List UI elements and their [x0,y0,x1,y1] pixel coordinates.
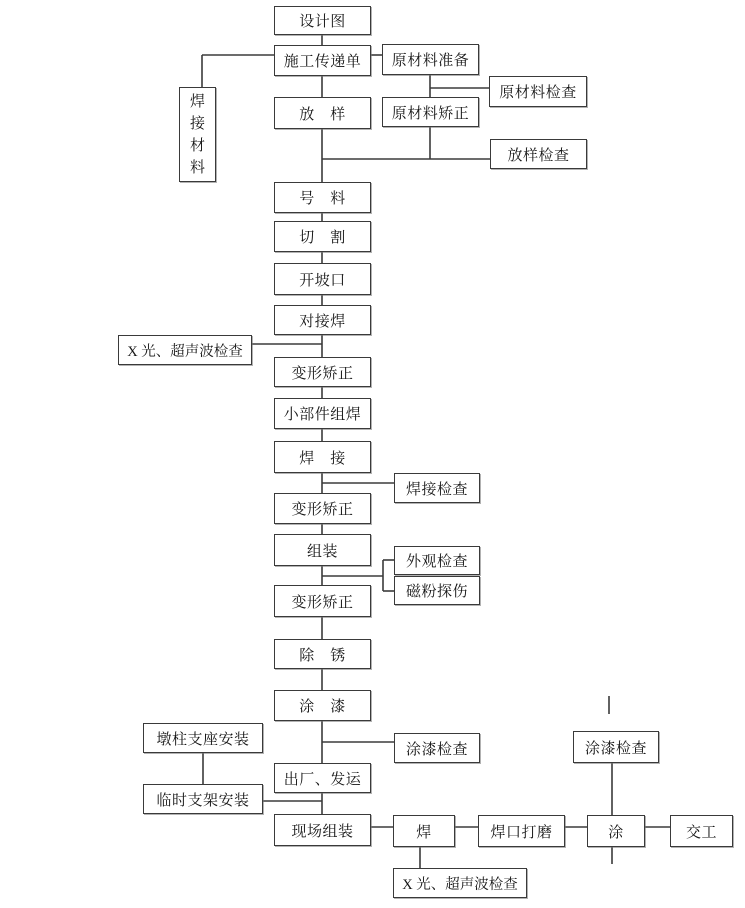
node-paint-inspection-1: 涂漆检查 [394,733,480,763]
node-xray-ultrasonic-inspection-2: X 光、超声波检查 [393,868,527,898]
node-construction-transfer-sheet: 施工传递单 [274,45,371,76]
node-beveling: 开坡口 [274,263,371,295]
node-painting: 涂 漆 [274,690,371,721]
node-site-assembly: 现场组装 [274,814,371,846]
node-deformation-correction-1: 变形矫正 [274,357,371,387]
node-butt-welding: 对接焊 [274,305,371,335]
node-weld-joint-grinding: 焊口打磨 [478,815,565,847]
node-cutting: 切 割 [274,221,371,252]
node-welding-inspection: 焊接检查 [394,473,480,503]
node-handover: 交工 [670,815,733,847]
node-welding: 焊 接 [274,441,371,473]
node-paint-inspection-2: 涂漆检查 [573,731,659,763]
node-xray-ultrasonic-inspection-1: X 光、超声波检查 [118,335,252,365]
node-welding-material: 焊接材料 [179,87,216,182]
node-design-drawing: 设计图 [274,6,371,35]
node-assembly: 组装 [274,534,371,566]
node-raw-material-inspection: 原材料检查 [489,76,587,107]
node-magnetic-particle-testing: 磁粉探伤 [394,576,480,605]
node-deformation-correction-2: 变形矫正 [274,493,371,524]
node-rust-removal: 除 锈 [274,639,371,669]
node-visual-inspection: 外观检查 [394,546,480,575]
node-small-parts-assembly-welding: 小部件组焊 [274,398,371,429]
node-marking: 号 料 [274,182,371,213]
node-raw-material-preparation: 原材料准备 [382,44,479,75]
node-paint: 涂 [587,815,645,847]
node-factory-delivery-shipping: 出厂、发运 [274,763,371,793]
node-pier-support-installation: 墩柱支座安装 [143,723,263,753]
node-temporary-support-installation: 临时支架安装 [143,784,263,814]
node-lofting: 放 样 [274,97,371,129]
node-raw-material-correction: 原材料矫正 [382,97,479,127]
node-lofting-inspection: 放样检查 [490,139,587,169]
node-deformation-correction-3: 变形矫正 [274,585,371,617]
node-weld: 焊 [393,815,455,847]
